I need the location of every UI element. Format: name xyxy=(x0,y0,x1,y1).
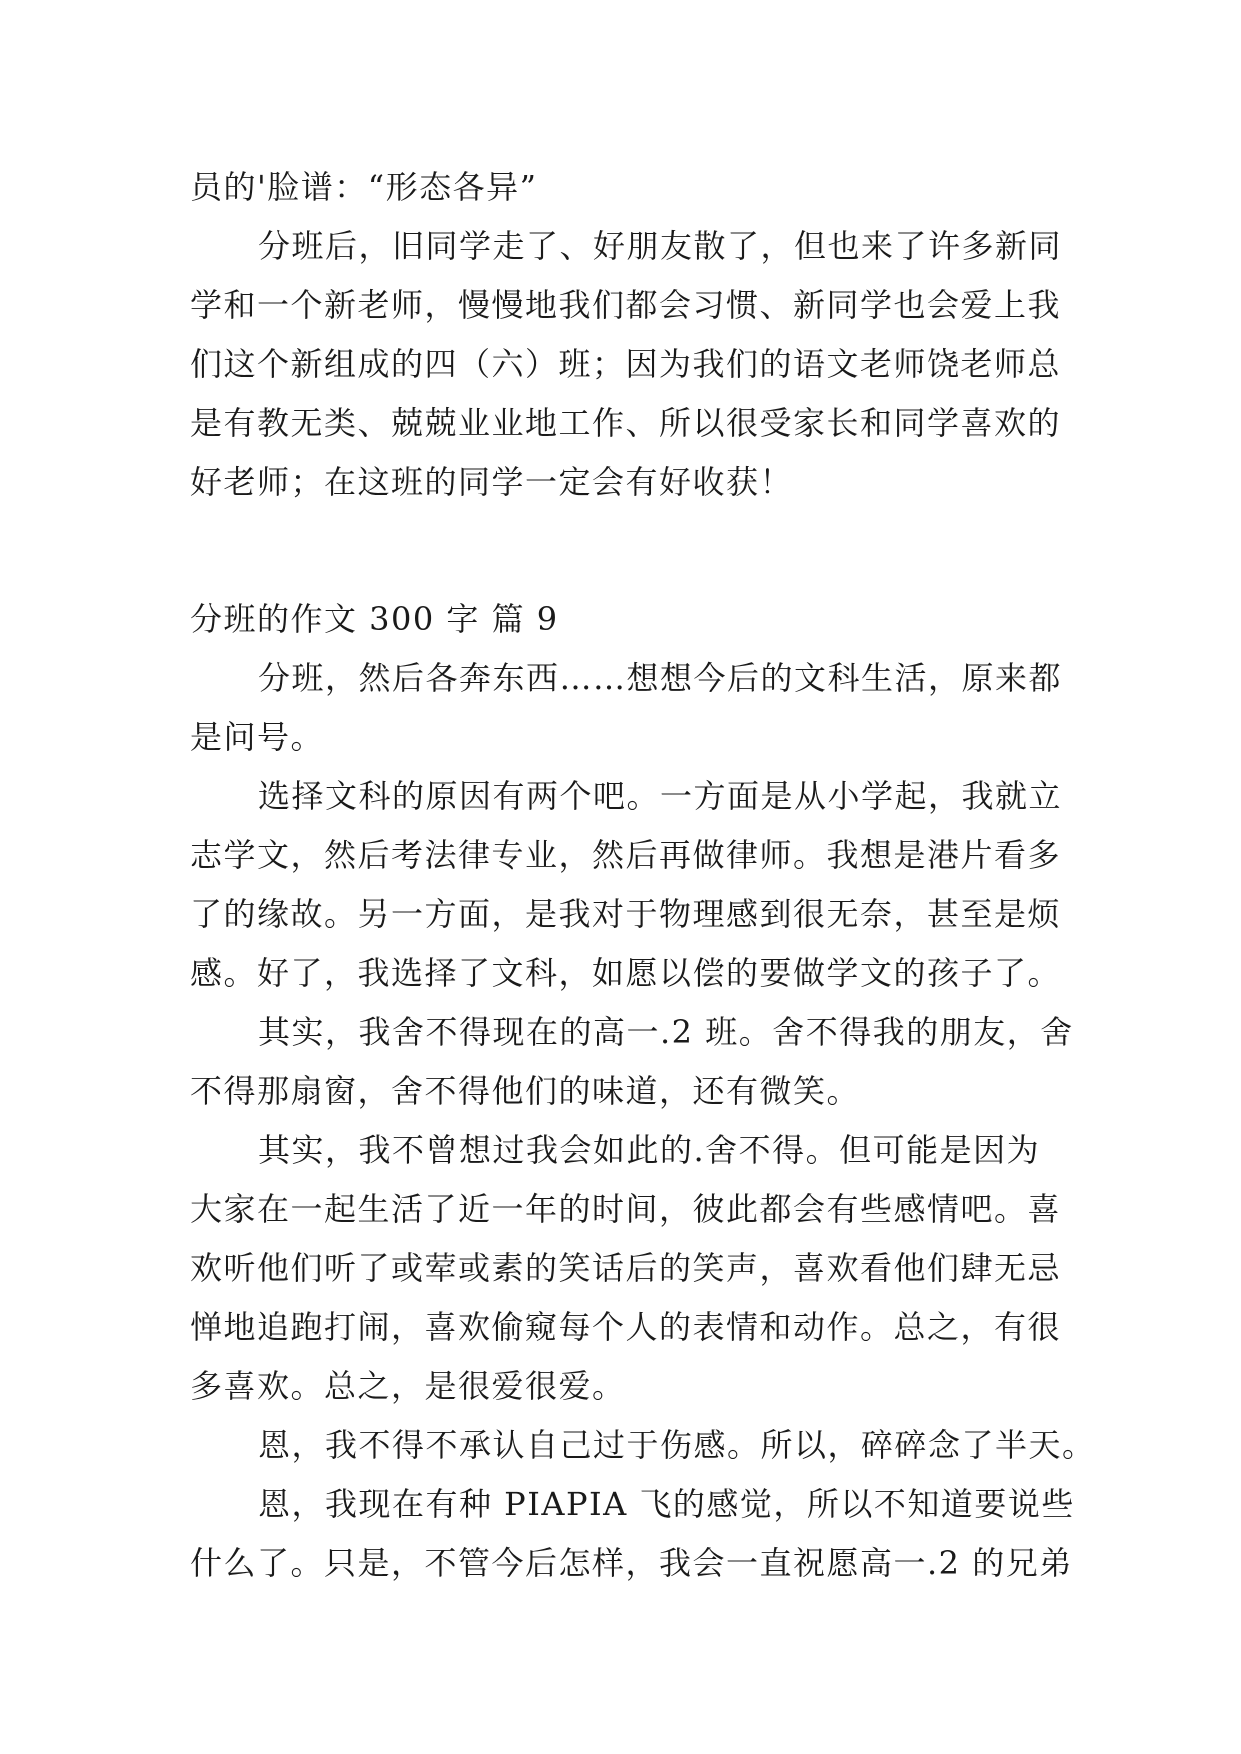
paragraph-line: 恩，我不得不承认自己过于伤感。所以，碎碎念了半天。 xyxy=(258,1426,1096,1464)
paragraph-line: 其实，我不曾想过我会如此的.舍不得。但可能是因为 xyxy=(258,1131,1041,1169)
paragraph-line: 是有教无类、兢兢业业地工作、所以很受家长和同学喜欢的 xyxy=(190,404,1062,442)
paragraph-4 xyxy=(190,1003,1080,1121)
paragraph-line: 们这个新组成的四（六）班；因为我们的语文老师饶老师总 xyxy=(190,345,1062,383)
paragraph-6 xyxy=(190,1416,1096,1475)
paragraph-2 xyxy=(190,649,1080,767)
paragraph-line: 惮地追跑打闹，喜欢偷窥每个人的表情和动作。总之，有很 xyxy=(190,1308,1062,1346)
document-body xyxy=(190,158,1096,1593)
paragraph-line: 学和一个新老师，慢慢地我们都会习惯、新同学也会爱上我 xyxy=(190,286,1062,324)
paragraph-line: 选择文科的原因有两个吧。一方面是从小学起，我就立 xyxy=(258,777,1063,815)
paragraph-line: 欢听他们听了或荤或素的笑话后的笑声，喜欢看他们肆无忌 xyxy=(190,1249,1062,1287)
paragraph-5 xyxy=(190,1121,1080,1416)
paragraph-line: 志学文，然后考法律专业，然后再做律师。我想是港片看多 xyxy=(190,836,1062,874)
paragraph-line: 分班后，旧同学走了、好朋友散了，但也来了许多新同 xyxy=(258,227,1063,265)
paragraph-line: 分班，然后各奔东西……想想今后的文科生活，原来都 xyxy=(258,659,1063,697)
paragraph-line: 什么了。只是，不管今后怎样，我会一直祝愿高一.2 的兄弟 xyxy=(190,1544,1073,1582)
paragraph-line: 大家在一起生活了近一年的时间，彼此都会有些感情吧。喜 xyxy=(190,1190,1062,1228)
paragraph-line: 其实，我舍不得现在的高一.2 班。舍不得我的朋友，舍 xyxy=(258,1013,1074,1051)
paragraph-line: 好老师；在这班的同学一定会有好收获！ xyxy=(190,463,794,501)
section-gap xyxy=(190,512,1080,590)
section-heading: 分班的作文 300 字 篇 9 xyxy=(190,600,559,638)
paragraph-line: 是问号。 xyxy=(190,718,325,756)
paragraph-line: 不得那扇窗，舍不得他们的味道，还有微笑。 xyxy=(190,1072,861,1110)
paragraph-line: 恩，我现在有种 PIAPIA 飞的感觉，所以不知道要说些 xyxy=(258,1485,1075,1523)
paragraph-1 xyxy=(190,217,1080,512)
paragraph-7 xyxy=(190,1475,1080,1593)
top-fragment-line: 员的'脸谱：“形态各异” xyxy=(190,168,538,206)
paragraph-3 xyxy=(190,767,1080,1003)
paragraph-line: 了的缘故。另一方面，是我对于物理感到很无奈，甚至是烦 xyxy=(190,895,1062,933)
paragraph-line: 感。好了，我选择了文科，如愿以偿的要做学文的孩子了。 xyxy=(190,954,1062,992)
paragraph-line: 多喜欢。总之，是很爱很爱。 xyxy=(190,1367,626,1405)
